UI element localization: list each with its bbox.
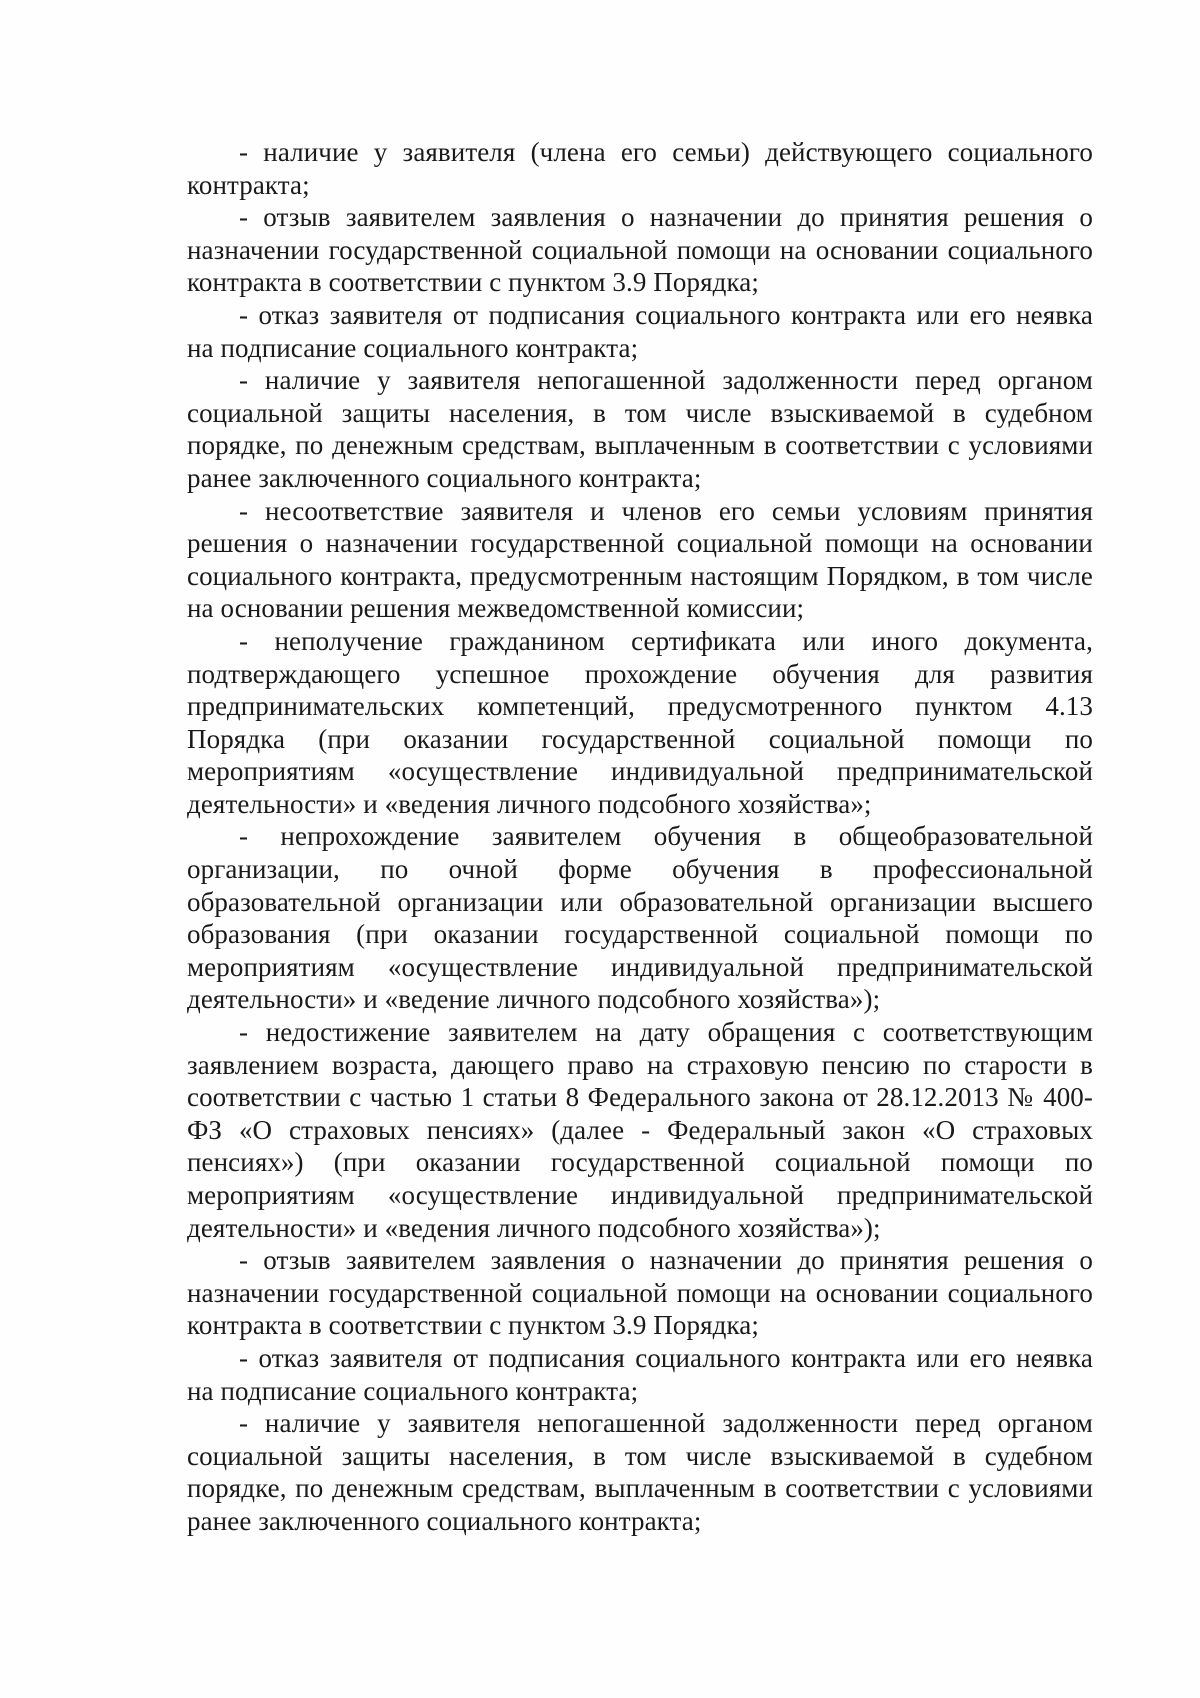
paragraph-9: - отзыв заявителем заявления о назначении до принятия решения о назначении государственной социальной помощи на основании социального контракта в соответствии с пунктом 3.9 Порядка;: [187, 1245, 1093, 1341]
paragraph-10: - отказ заявителя от подписания социального контракта или его неявка на подписание социального контракта;: [187, 1342, 1093, 1406]
paragraph-8: - недостижение заявителем на дату обращения с соответствующим заявлением возраста, дающего право на страховую пенсию по старости в соответствии с частью 1 статьи 8 Федерального закона от 28.12.2013 № 400-ФЗ «О страховых пенсиях» (далее - Федеральный закон «О страховых пенсиях») (при оказании государственной социальной помощи по мероприятиям «осуществление индивидуальной предпринимательской деятельности» и «ведения личного подсобного хозяйства»);: [187, 1017, 1093, 1243]
document-body: [187, 136, 1093, 1538]
paragraph-1: - наличие у заявителя (члена его семьи) действующего социального контракта;: [187, 137, 1093, 200]
paragraph-5: - несоответствие заявителя и членов его семьи условиям принятия решения о назначении государственной социальной помощи на основании социального контракта, предусмотренным настоящим Порядком, в том числе на основании решения межведомственной комиссии;: [187, 495, 1093, 624]
paragraph-2: - отзыв заявителем заявления о назначении до принятия решения о назначении государственной социальной помощи на основании социального контракта в соответствии с пунктом 3.9 Порядка;: [187, 202, 1093, 298]
paragraph-4: - наличие у заявителя непогашенной задолженности перед органом социальной защиты населения, в том числе взыскиваемой в судебном порядке, по денежным средствам, выплаченным в соответствии с условиями ранее заключенного социального контракта;: [187, 365, 1093, 493]
paragraph-3: - отказ заявителя от подписания социального контракта или его неявка на подписание социального контракта;: [187, 299, 1093, 363]
paragraph-11: - наличие у заявителя непогашенной задолженности перед органом социальной защиты населения, в том числе взыскиваемой в судебном порядке, по денежным средствам, выплаченным в соответствии с условиями ранее заключенного социального контракта;: [187, 1408, 1093, 1536]
paragraph-6: - неполучение гражданином сертификата или иного документа, подтверждающего успешное прохождение обучения для развития предпринимательских компетенций, предусмотренного пунктом 4.13 Порядка (при оказании государственной социальной помощи по мероприятиям «осуществление индивидуальной предпринимательской деятельности» и «ведения личного подсобного хозяйства»;: [187, 625, 1093, 819]
paragraph-7: - непрохождение заявителем обучения в общеобразовательной организации, по очной форме обучения в профессиональной образовательной организации или образовательной организации высшего образования (при оказании государственной социальной помощи по мероприятиям «осуществление индивидуальной предпринимательской деятельности» и «ведение личного подсобного хозяйства»);: [187, 821, 1093, 1015]
